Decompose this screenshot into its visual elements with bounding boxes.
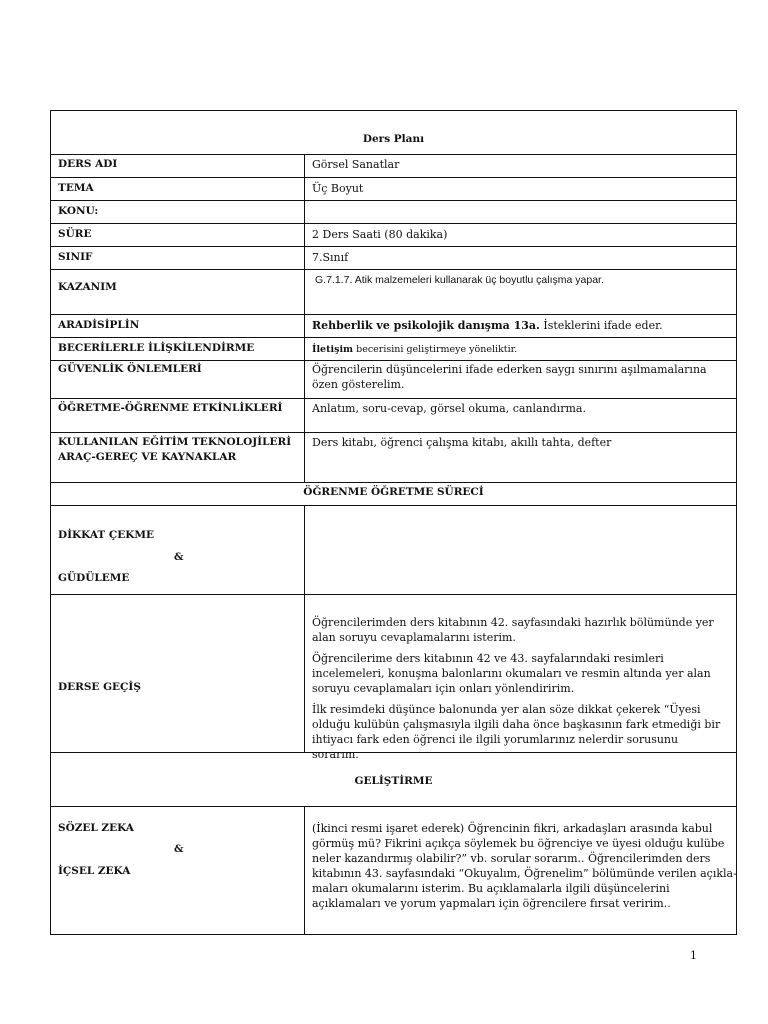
value-beceri bbox=[312, 342, 728, 357]
derse-gecis-paragraph: İlk resimdeki düşünce balonunda yer alan söze dikkat çekerek “Üyesi olduğu kulübün çalışmasıyla ilgili daha önce başkasının fark etmediği bir ihtiyacı fark eden öğrenci ile ilgili yorumlarınız nelerdir sorusunu sorarım. bbox=[312, 703, 721, 761]
row-beceri bbox=[51, 338, 736, 361]
label-guvenlik: GÜVENLİK ÖNLEMLERİ bbox=[58, 363, 202, 375]
value-tema: Üç Boyut bbox=[312, 182, 364, 195]
value-beceri-bold: İletişim bbox=[312, 344, 354, 355]
label-tema: TEMA bbox=[58, 182, 94, 194]
value-sure: 2 Ders Saati (80 dakika) bbox=[312, 228, 448, 241]
value-kazanim: G.7.1.7. Atik malzemeleri kullanarak üç boyutlu çalışma yapar. bbox=[315, 274, 604, 286]
label-ders-adi: DERS ADI bbox=[58, 158, 118, 170]
label-dikkat-amp: & bbox=[174, 551, 184, 563]
label-dikkat-cekme: DİKKAT ÇEKME bbox=[58, 529, 154, 541]
value-etkinlik: Anlatım, soru-cevap, görsel okuma, canlandırma. bbox=[312, 402, 586, 415]
row-aradisiplin bbox=[51, 315, 736, 338]
row-teknoloji bbox=[51, 433, 736, 483]
value-aradisiplin-text: İsteklerini ifade eder. bbox=[539, 319, 663, 332]
label-kazanim: KAZANIM bbox=[58, 281, 117, 293]
row-dikkat bbox=[51, 506, 736, 595]
row-sozel bbox=[51, 807, 736, 934]
label-guduleme: GÜDÜLEME bbox=[58, 572, 130, 584]
derse-gecis-paragraph: Öğrencilerimden ders kitabının 42. sayfasındaki hazırlık bölümünde yer alan soruyu cevaplamalarını isterim. bbox=[312, 616, 714, 644]
label-beceri: BECERİLERLE İLİŞKİLENDİRME bbox=[58, 342, 255, 354]
label-sinif: SINIF bbox=[58, 251, 93, 263]
value-dikkat bbox=[305, 506, 736, 594]
label-sozel-amp: & bbox=[174, 843, 184, 855]
section-process-row bbox=[51, 483, 736, 506]
label-teknoloji-line2: ARAÇ-GEREÇ VE KAYNAKLAR bbox=[58, 451, 237, 463]
value-teknoloji: Ders kitabı, öğrenci çalışma kitabı, akıllı tahta, defter bbox=[312, 436, 612, 449]
label-aradisiplin: ARADİSİPLİN bbox=[58, 319, 140, 331]
title-row bbox=[51, 111, 736, 155]
sozel-line: görmüş mü? Fikrini açıkça söylemek bu öğrenciye ve üyesi olduğu kulübe bbox=[312, 837, 725, 850]
label-etkinlik: ÖĞRETME-ÖĞRENME ETKİNLİKLERİ bbox=[58, 402, 283, 414]
sozel-text bbox=[312, 821, 737, 911]
sozel-line: kitabının 43. sayfasındaki “Okuyalım, Öğrenelim” bölümünde verilen açıkla- bbox=[312, 867, 737, 880]
sozel-line: (İkinci resmi işaret ederek) Öğrencinin fikri, arkadaşları arasında kabul bbox=[312, 822, 713, 835]
section-process-title: ÖĞRENME ÖĞRETME SÜRECİ bbox=[303, 486, 484, 498]
value-guvenlik: Öğrencilerin düşüncelerini ifade ederken saygı sınırını aşılmamalarına özen gösterelim. bbox=[312, 363, 707, 391]
label-teknoloji-line1: KULLANILAN EĞİTİM TEKNOLOJİLERİ bbox=[58, 436, 292, 448]
value-aradisiplin bbox=[312, 318, 728, 333]
value-beceri-text: becerisini geliştirmeye yöneliktir. bbox=[353, 344, 518, 355]
page-title: Ders Planı bbox=[362, 133, 425, 145]
lesson-plan-table bbox=[50, 110, 737, 935]
sozel-line: açıklamaları ve yorum yapmaları için öğrencilere fırsat veririm.. bbox=[312, 897, 671, 910]
derse-gecis-paragraph: Öğrencilerime ders kitabının 42 ve 43. sayfalarındaki resimleri incelemeleri, konuşma balonlarını okumaları ve resmin altında yer alan soruyu cevaplamaları için onları yönlendiririm. bbox=[312, 652, 711, 695]
row-kazanim bbox=[51, 270, 736, 315]
row-guvenlik bbox=[51, 361, 736, 399]
label-derse-gecis: DERSE GEÇİŞ bbox=[58, 681, 141, 693]
row-etkinlik bbox=[51, 399, 736, 433]
page-number: 1 bbox=[690, 949, 697, 962]
section-gelistirme-title: GELİŞTİRME bbox=[354, 775, 433, 787]
row-tema bbox=[51, 178, 736, 201]
value-ders-adi: Görsel Sanatlar bbox=[312, 158, 400, 171]
label-icsel-zeka: İÇSEL ZEKA bbox=[58, 865, 131, 877]
row-konu bbox=[51, 201, 736, 224]
row-sure bbox=[51, 224, 736, 247]
derse-gecis-text bbox=[312, 615, 728, 768]
label-sure: SÜRE bbox=[58, 228, 92, 240]
row-sinif bbox=[51, 247, 736, 270]
section-gelistirme-row bbox=[51, 753, 736, 807]
value-aradisiplin-bold: Rehberlik ve psikolojik danışma 13a. bbox=[312, 319, 540, 332]
row-derse-gecis bbox=[51, 595, 736, 761]
label-sozel-zeka: SÖZEL ZEKA bbox=[58, 822, 134, 834]
row-ders-adi bbox=[51, 155, 736, 178]
value-sinif: 7.Sınıf bbox=[312, 251, 349, 264]
sozel-line: maları okumalarını isterim. Bu açıklamalarla ilgili düşüncelerini bbox=[312, 882, 670, 895]
label-konu: KONU: bbox=[58, 205, 99, 217]
sozel-line: neler kazandırmış olabilir?” vb. sorular sorarım.. Öğrencilerimden ders bbox=[312, 852, 711, 865]
